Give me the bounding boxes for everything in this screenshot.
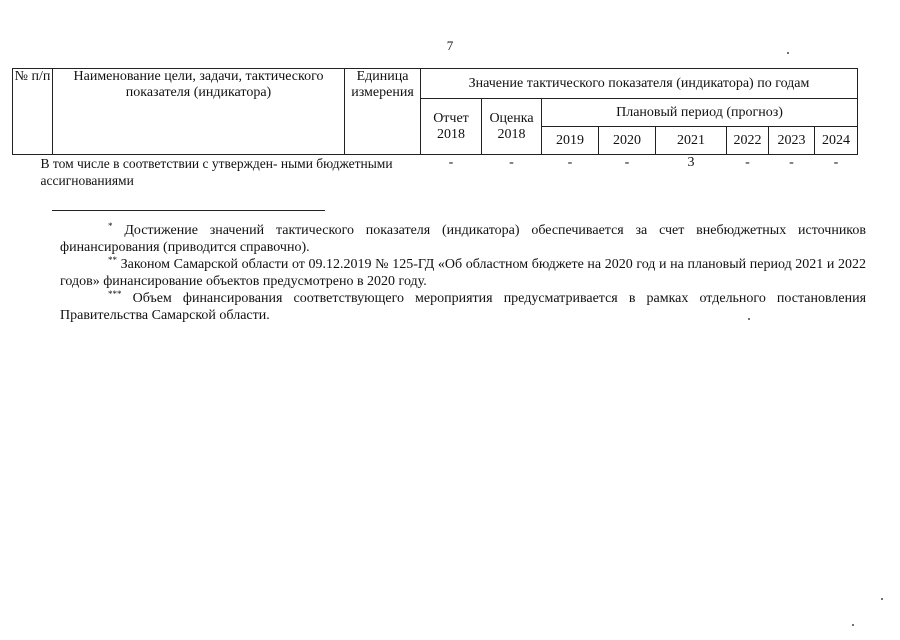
cell-estimate: - xyxy=(509,155,514,170)
header-year: 2020 xyxy=(599,127,656,155)
cell-value: - xyxy=(789,155,794,170)
cell-value: - xyxy=(745,155,750,170)
header-planned-group: Плановый период (прогноз) xyxy=(542,99,858,127)
footnote-2 xyxy=(60,256,866,290)
table-row xyxy=(13,155,858,190)
header-year: 2024 xyxy=(815,127,858,155)
footnote-text: Законом Самарской области от 09.12.2019 № 125-ГД «Об областном бюджете на 2020 год и на плановый период 2021 и 2022 годов» финансирование объектов предусмотрено в 2020 году. xyxy=(60,257,867,289)
row-description: В том числе в соответствии с утвержден- ными бюджетными ассигнованиями xyxy=(40,156,393,188)
scan-speck xyxy=(852,624,854,626)
header-values-group: Значение тактического показателя (индикатора) по годам xyxy=(421,69,858,99)
cell-value: 3 xyxy=(687,155,695,170)
footnote-mark: ** xyxy=(108,255,117,265)
footnote-3 xyxy=(60,290,866,324)
footnote-separator xyxy=(52,210,325,211)
cell-value: - xyxy=(624,155,630,170)
header-year: 2021 xyxy=(656,127,727,155)
indicator-table xyxy=(12,68,858,189)
header-year: 2023 xyxy=(769,127,815,155)
header-unit: Единица измерения xyxy=(345,69,421,155)
header-year: 2019 xyxy=(542,127,599,155)
header-estimate: Оценка 2018 xyxy=(482,99,542,155)
cell-report: - xyxy=(448,155,454,170)
scan-speck xyxy=(748,318,750,320)
cell-value: - xyxy=(567,155,573,170)
header-report: Отчет 2018 xyxy=(421,99,482,155)
footnote-mark: * xyxy=(108,221,113,231)
footnote-text: Достижение значений тактического показателя (индикатора) обеспечивается за счет внебюджетных источников финансирования (приводится справочно). xyxy=(60,223,867,255)
cell-value: - xyxy=(833,155,839,170)
header-year: 2022 xyxy=(727,127,769,155)
footnote-1 xyxy=(60,222,866,256)
footnote-text: Объем финансирования соответствующего мероприятия предусматривается в рамках отдельного постановления Правительства Самарской области. xyxy=(60,291,867,323)
footnote-mark: *** xyxy=(108,289,122,299)
header-name: Наименование цели, задачи, тактического показателя (индикатора) xyxy=(53,69,345,155)
scan-speck xyxy=(787,52,789,54)
scan-speck xyxy=(881,598,883,600)
page-number: 7 xyxy=(446,38,454,53)
header-num: № п/п xyxy=(13,69,53,155)
